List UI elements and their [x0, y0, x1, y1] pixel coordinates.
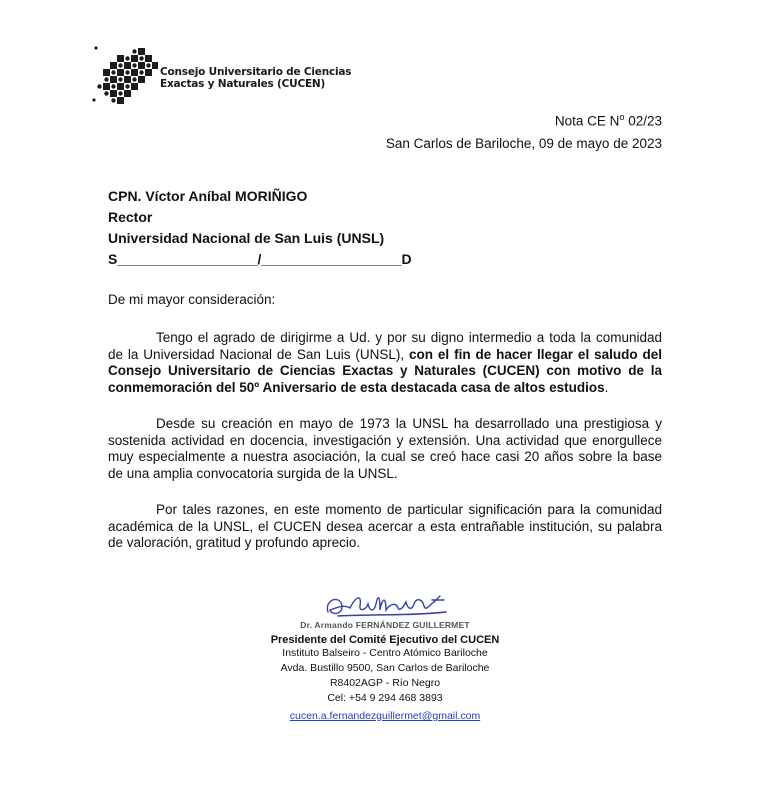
signer-email-link[interactable]: cucen.a.fernandezguillermet@gmail.com [289, 710, 481, 722]
recipient-name: CPN. Víctor Aníbal MORIÑIGO [108, 188, 308, 204]
paragraph-1 [108, 330, 662, 396]
org-name-line2: Exactas y Naturales (CUCEN) [160, 78, 326, 90]
recipient-title: Rector [108, 209, 153, 225]
signer-address-line: Avda. Bustillo 9500, San Carlos de Bariloche [280, 662, 490, 674]
org-name [160, 66, 351, 90]
paragraph-1-text: Tengo el agrado de dirigirme a Ud. y por su digno intermedio a toda la comunidad de la Universidad Nacional de San Luis (UNSL), [108, 330, 662, 362]
signer-address-line: R8402AGP - Río Negro [329, 677, 441, 689]
paragraph-1-bold: con el fin de hacer llegar el saludo del Consejo Universitario de Ciencias Exactas y Naturales (CUCEN) con motivo de la conmemoración del 50º Aniversario de esta destacada casa de altos estudios [108, 346, 662, 395]
paragraph-1-end: . [604, 379, 609, 395]
signer-name: Dr. Armando FERNÁNDEZ GUILLERMET [300, 620, 470, 630]
paragraph-2: Desde su creación en mayo de 1973 la UNSL ha desarrollado una prestigiosa y sostenida actividad en docencia, investigación y extensión. Una actividad que enorgullece muy especialmente a nuestra asociación, la cual se creó hace casi 20 años sobre la base de una amplia convocatoria surgida de la UNSL. [108, 416, 662, 481]
signer-role: Presidente del Comité Ejecutivo del CUCEN [270, 634, 500, 646]
note-number-sup: o [619, 112, 625, 122]
signer-phone: Cel: +54 9 294 468 3893 [327, 692, 443, 704]
recipient-sd-line: S__________________/__________________D [108, 251, 412, 267]
recipient-block [108, 186, 412, 270]
signature-block [240, 586, 530, 724]
recipient-institution: Universidad Nacional de San Luis (UNSL) [108, 230, 385, 246]
cucen-logo-icon [92, 46, 158, 104]
org-name-line1: Consejo Universitario de Ciencias [160, 66, 352, 78]
paragraph-3: Por tales razones, en este momento de particular significación para la comunidad académica de la UNSL, el CUCEN desea acercar a esta entrañable institución, su palabra de valoración, gratitud y profundo aprecio. [108, 502, 662, 550]
greeting: De mi mayor consideración: [108, 292, 276, 307]
place-date: San Carlos de Bariloche, 09 de mayo de 2023 [385, 136, 662, 151]
note-number-suffix: 02/23 [624, 113, 662, 129]
note-number [555, 112, 662, 129]
signer-address-line: Instituto Balseiro - Centro Atómico Bariloche [282, 647, 488, 659]
note-number-prefix: Nota CE N [554, 113, 620, 129]
